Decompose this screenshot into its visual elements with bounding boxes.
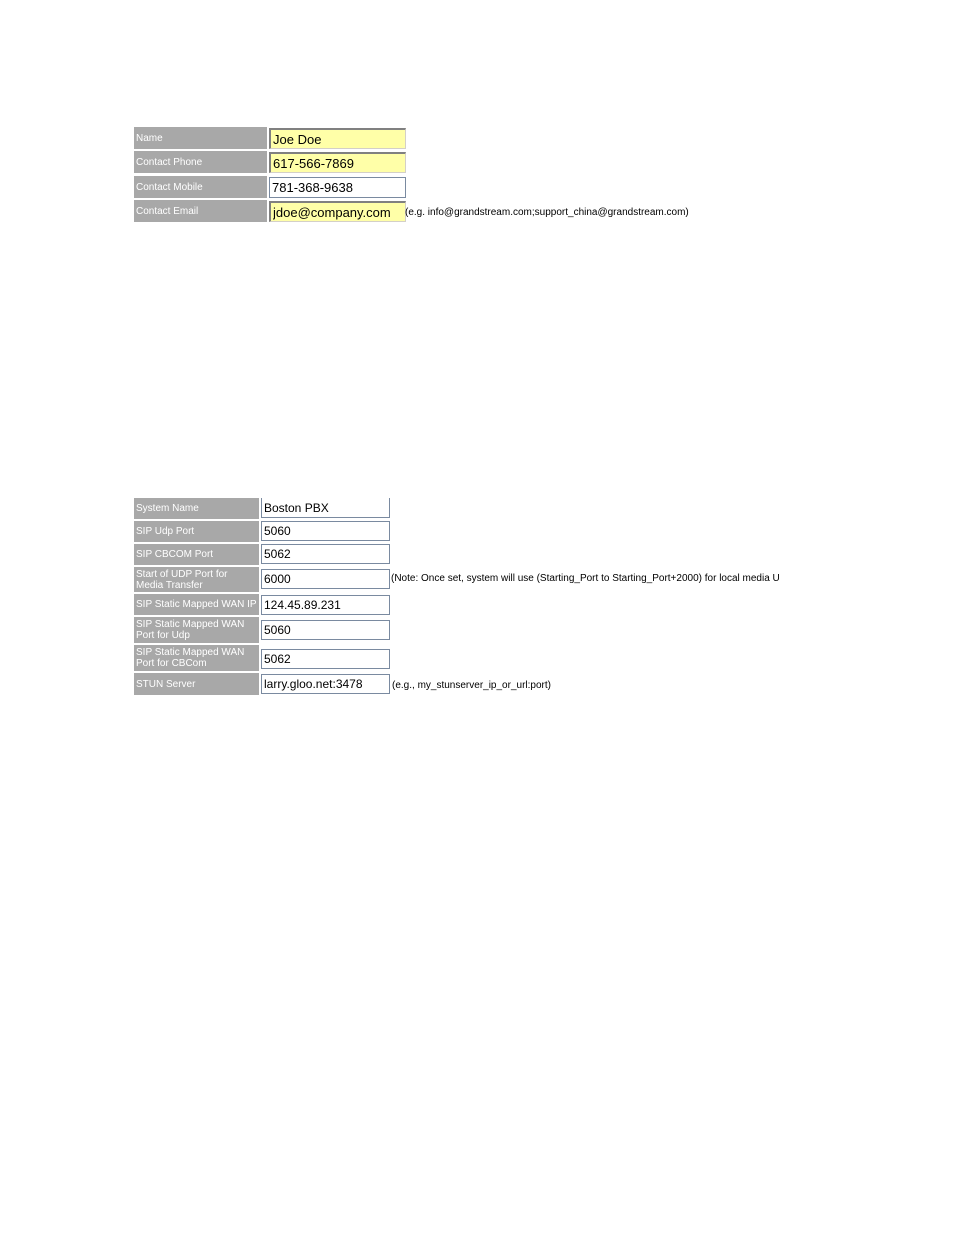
wan-port-udp-label: SIP Static Mapped WAN Port for Udp bbox=[134, 617, 259, 643]
contact-email-hint: (e.g. info@grandstream.com;support_china@grandstream.com) bbox=[405, 207, 689, 218]
contact-email-label: Contact Email bbox=[134, 200, 267, 222]
wan-port-cbcom-field[interactable] bbox=[261, 649, 390, 669]
sip-udp-port-field[interactable] bbox=[261, 521, 390, 541]
contact-phone-label: Contact Phone bbox=[134, 151, 267, 173]
system-name-field[interactable] bbox=[261, 498, 390, 518]
wan-ip-label: SIP Static Mapped WAN IP bbox=[134, 594, 259, 615]
media-port-field[interactable] bbox=[261, 569, 390, 589]
sip-cbcom-port-field[interactable] bbox=[261, 544, 390, 564]
media-port-label: Start of UDP Port for Media Transfer bbox=[134, 567, 259, 592]
stun-server-hint: (e.g., my_stunserver_ip_or_url:port) bbox=[392, 680, 551, 691]
sip-udp-port-label: SIP Udp Port bbox=[134, 521, 259, 542]
wan-ip-field[interactable] bbox=[261, 595, 390, 615]
wan-port-udp-field[interactable] bbox=[261, 620, 390, 640]
media-port-hint: (Note: Once set, system will use (Starting_Port to Starting_Port+2000) for local media U bbox=[391, 573, 780, 584]
sip-cbcom-port-label: SIP CBCOM Port bbox=[134, 544, 259, 565]
contact-email-field[interactable] bbox=[269, 201, 406, 222]
contact-phone-field[interactable] bbox=[269, 152, 406, 173]
contact-mobile-field[interactable] bbox=[269, 177, 406, 198]
name-field[interactable] bbox=[269, 128, 406, 149]
wan-port-cbcom-label: SIP Static Mapped WAN Port for CBCom bbox=[134, 645, 259, 671]
contact-mobile-label: Contact Mobile bbox=[134, 176, 267, 198]
stun-server-label: STUN Server bbox=[134, 673, 259, 695]
system-name-label: System Name bbox=[134, 498, 259, 519]
name-label: Name bbox=[134, 127, 267, 149]
stun-server-field[interactable] bbox=[261, 674, 390, 694]
